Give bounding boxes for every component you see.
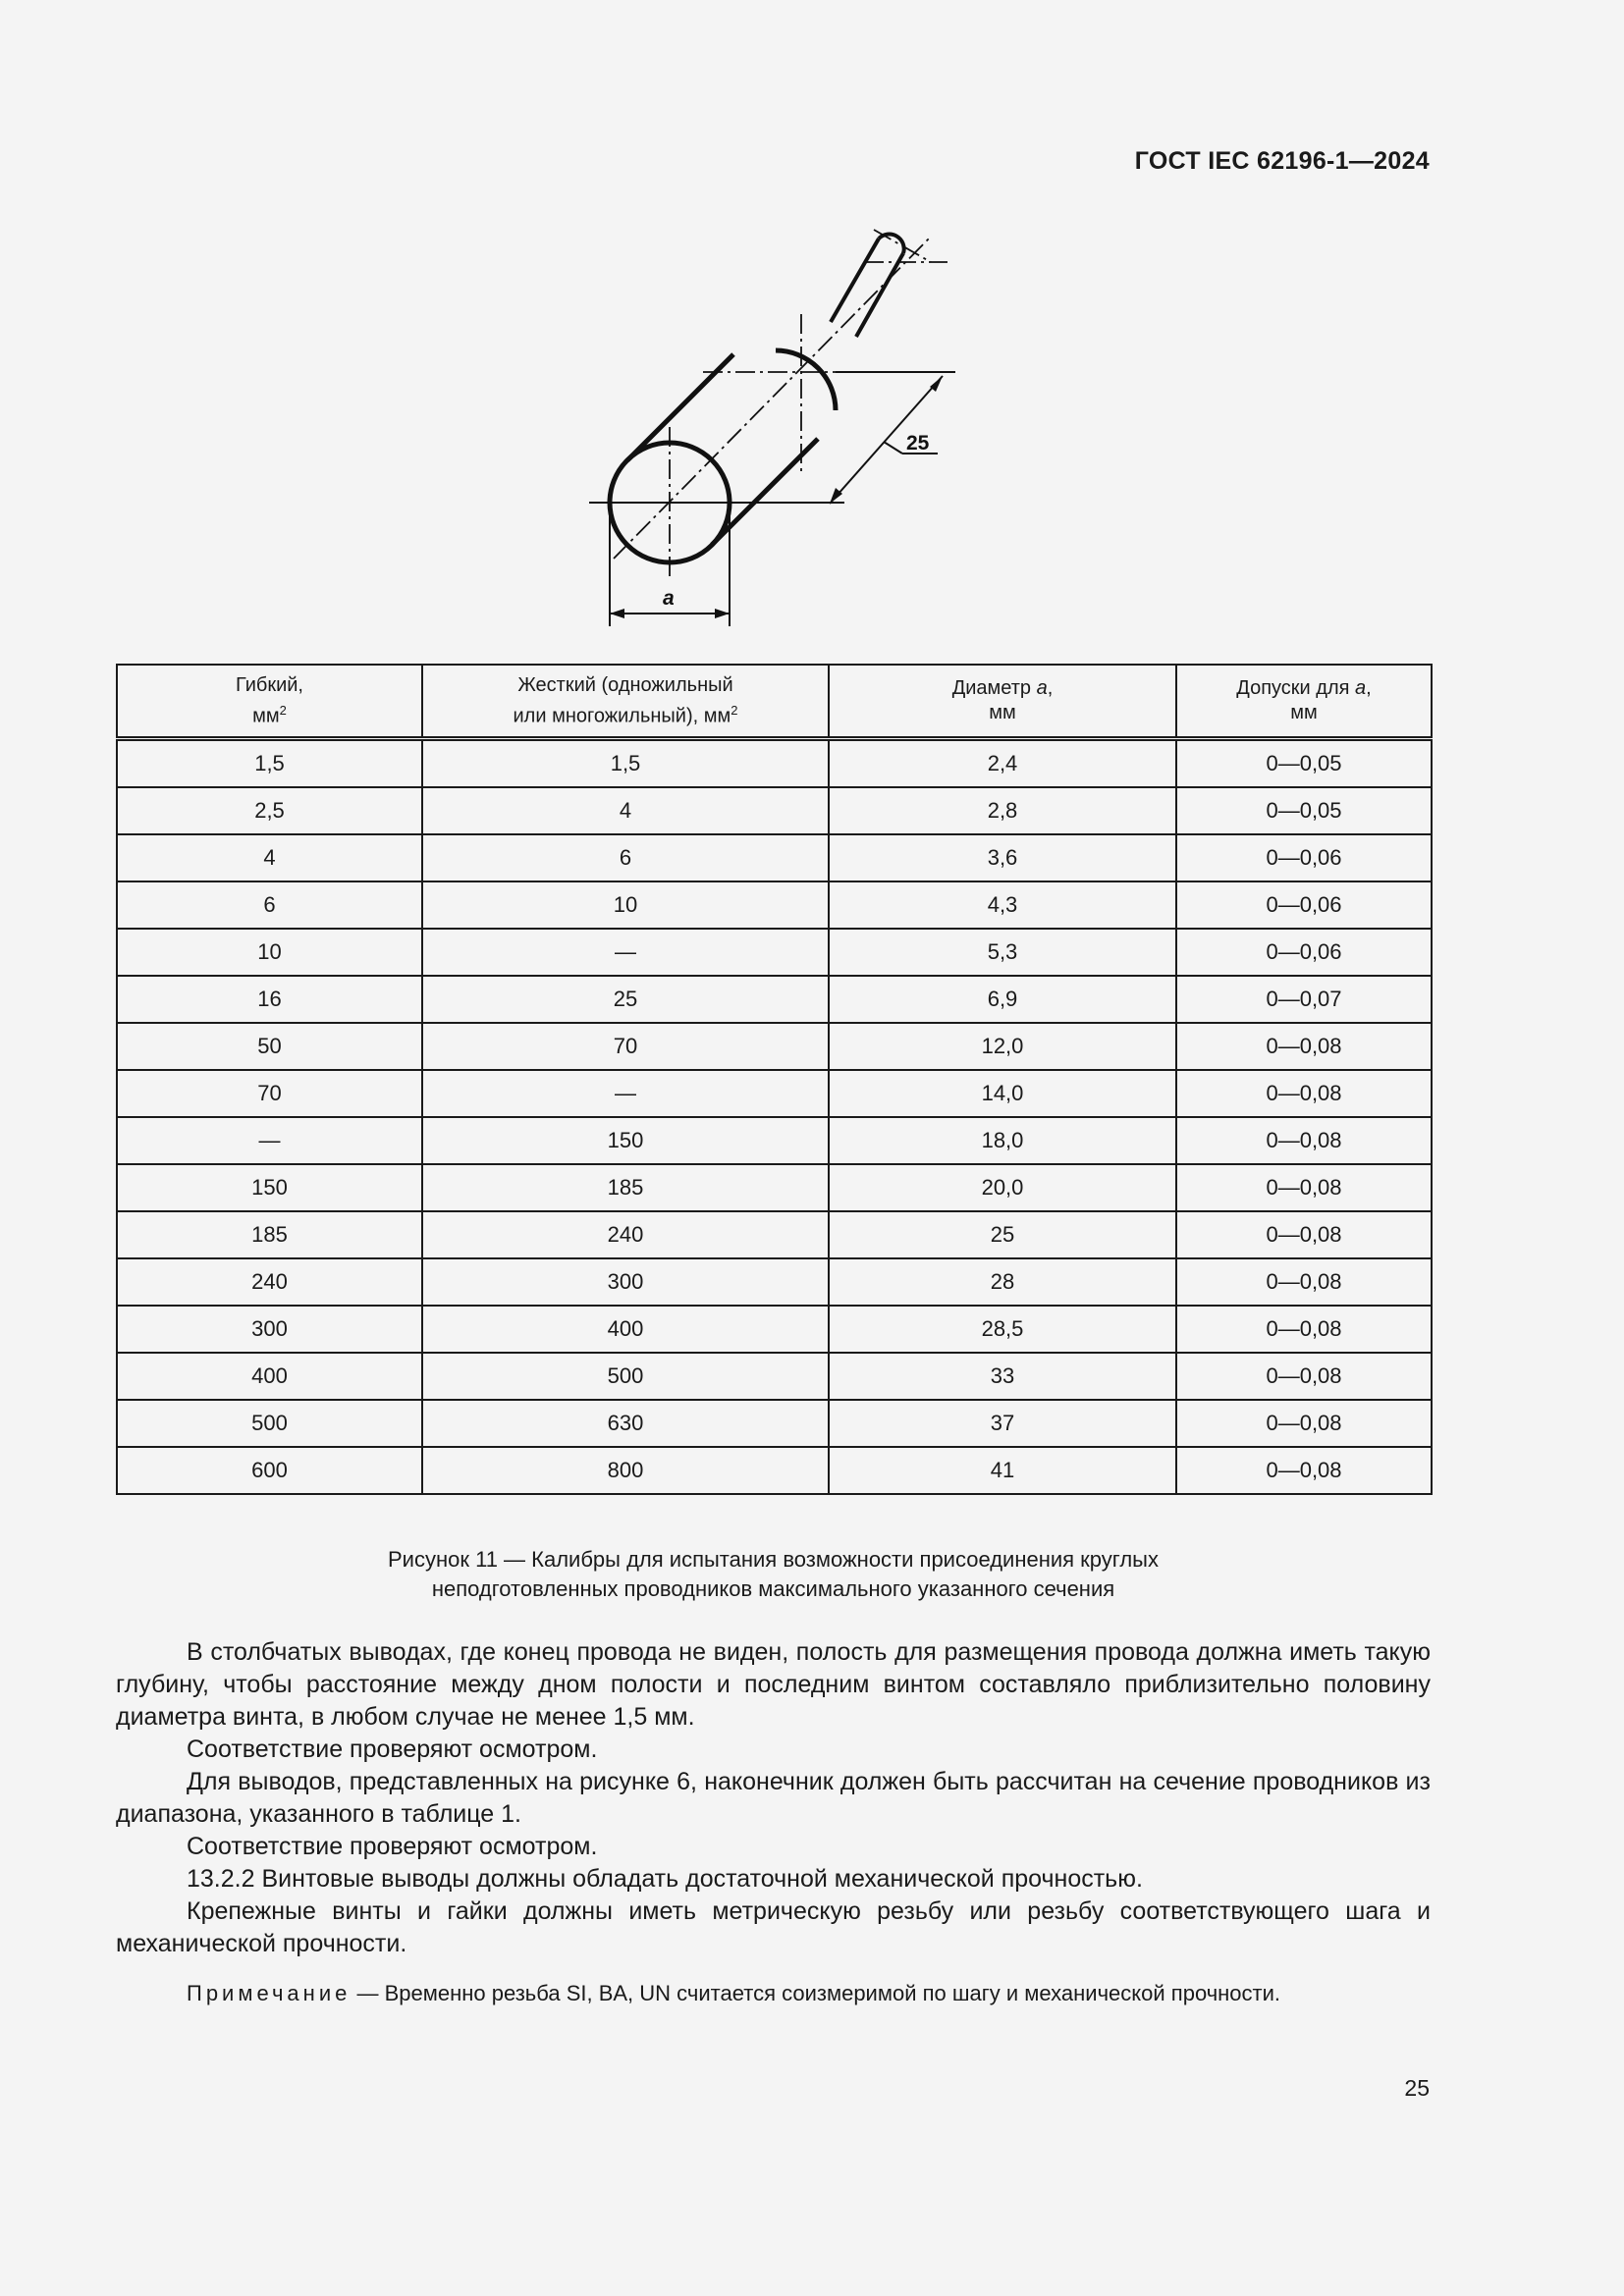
table-cell: 0—0,05 — [1176, 739, 1432, 788]
table-cell: 600 — [117, 1447, 422, 1494]
gauge-table — [116, 664, 1433, 1495]
table-cell: 185 — [117, 1211, 422, 1258]
table-header-row — [117, 665, 1432, 739]
table-cell: 2,5 — [117, 787, 422, 834]
paragraph: В столбчатых выводах, где конец провода не виден, полость для размещения провода должна иметь такую глубину, чтобы расстояние между дном полости и последним винтом составляло приблизительно половину диаметра винта, в любом случае не менее 1,5 мм. — [116, 1638, 1431, 1731]
table-cell: 10 — [422, 881, 829, 929]
gauge-shaft-tip — [879, 235, 904, 253]
table-cell: 0—0,08 — [1176, 1400, 1432, 1447]
table-cell: 0—0,08 — [1176, 1306, 1432, 1353]
table-cell: — — [117, 1117, 422, 1164]
table-cell: 0—0,06 — [1176, 881, 1432, 929]
header-diameter: Диаметр a, мм — [829, 665, 1176, 739]
table-row — [117, 787, 1432, 834]
table-cell: 2,8 — [829, 787, 1176, 834]
table-cell: 4,3 — [829, 881, 1176, 929]
table-cell: 14,0 — [829, 1070, 1176, 1117]
gauge-figure — [579, 226, 972, 628]
table-cell: 150 — [422, 1117, 829, 1164]
paragraph: 13.2.2 Винтовые выводы должны обладать достаточной механической прочностью. — [187, 1865, 1143, 1893]
paragraph: Крепежные винты и гайки должны иметь метрическую резьбу или резьбу соответствующего шага и механической прочности. — [116, 1897, 1431, 1957]
table-cell: 6 — [422, 834, 829, 881]
note-text: — Временно резьба SI, BA, UN считается соизмеримой по шагу и механической прочности. — [351, 1981, 1281, 2005]
table-body — [117, 739, 1432, 1495]
table-cell: 240 — [422, 1211, 829, 1258]
table-cell: 6,9 — [829, 976, 1176, 1023]
header-flexible: Гибкий, $мм^2$ — [117, 665, 422, 739]
table-row — [117, 1023, 1432, 1070]
table-row — [117, 1306, 1432, 1353]
table-cell: 70 — [422, 1023, 829, 1070]
table-cell: 4 — [117, 834, 422, 881]
table-cell: 150 — [117, 1164, 422, 1211]
table-row — [117, 1164, 1432, 1211]
caption-line: неподготовленных проводников максимального указанного сечения — [431, 1576, 1115, 1601]
table-cell: 0—0,05 — [1176, 787, 1432, 834]
table-row — [117, 1070, 1432, 1117]
table-cell: 630 — [422, 1400, 829, 1447]
table-row — [117, 1447, 1432, 1494]
gauge-drawing — [579, 226, 972, 628]
table-row — [117, 1258, 1432, 1306]
table-cell: 0—0,08 — [1176, 1070, 1432, 1117]
table-cell: 0—0,06 — [1176, 834, 1432, 881]
table-cell: 25 — [422, 976, 829, 1023]
table-cell: 6 — [117, 881, 422, 929]
table-cell: 0—0,08 — [1176, 1447, 1432, 1494]
table-cell: 0—0,07 — [1176, 976, 1432, 1023]
table-row — [117, 1400, 1432, 1447]
table-cell: 0—0,08 — [1176, 1117, 1432, 1164]
caption-line: Рисунок 11 — Калибры для испытания возможности присоединения круглых — [388, 1547, 1159, 1572]
dimension-diameter-label: a — [663, 587, 675, 610]
page-number: 25 — [1404, 2075, 1430, 2101]
table-cell: 20,0 — [829, 1164, 1176, 1211]
table-cell: 3,6 — [829, 834, 1176, 881]
note-label: Примечание — [187, 1981, 352, 2005]
table-cell: 28 — [829, 1258, 1176, 1306]
note — [116, 1979, 1431, 2008]
table-row — [117, 834, 1432, 881]
table-row — [117, 976, 1432, 1023]
body-text — [116, 1636, 1431, 1960]
table-cell: 500 — [117, 1400, 422, 1447]
table-cell: 50 — [117, 1023, 422, 1070]
table-cell: 300 — [422, 1258, 829, 1306]
table-cell: 0—0,08 — [1176, 1258, 1432, 1306]
table-cell: 33 — [829, 1353, 1176, 1400]
table-cell: 16 — [117, 976, 422, 1023]
table-cell: 800 — [422, 1447, 829, 1494]
table-cell: 300 — [117, 1306, 422, 1353]
table-cell: 12,0 — [829, 1023, 1176, 1070]
gauge-back-face — [776, 350, 836, 410]
paragraph: Соответствие проверяют осмотром. — [187, 1735, 598, 1763]
paragraph: Для выводов, представленных на рисунке 6, наконечник должен быть рассчитан на сечение проводников из диапазона, указанного в таблице 1. — [116, 1768, 1431, 1828]
table-cell: — — [422, 929, 829, 976]
table-cell: 240 — [117, 1258, 422, 1306]
table-cell: 400 — [422, 1306, 829, 1353]
table-cell: 70 — [117, 1070, 422, 1117]
table-cell: 41 — [829, 1447, 1176, 1494]
table-cell: 0—0,08 — [1176, 1211, 1432, 1258]
table-cell: 1,5 — [117, 739, 422, 788]
header-rigid: Жесткий (одножильный или многожильный), $мм^2$ — [422, 665, 829, 739]
table-cell: 1,5 — [422, 739, 829, 788]
paragraph: Соответствие проверяют осмотром. — [187, 1833, 598, 1860]
table-cell: 37 — [829, 1400, 1176, 1447]
page-header: ГОСТ IEC 62196-1—2024 — [1134, 147, 1430, 175]
table-row — [117, 1117, 1432, 1164]
table-cell: 185 — [422, 1164, 829, 1211]
table-cell: 28,5 — [829, 1306, 1176, 1353]
header-tolerance: Допуски для a, мм — [1176, 665, 1432, 739]
table-row — [117, 1211, 1432, 1258]
table-row — [117, 739, 1432, 788]
figure-caption — [116, 1545, 1431, 1604]
table-row — [117, 881, 1432, 929]
table-cell: 25 — [829, 1211, 1176, 1258]
table-cell: 0—0,08 — [1176, 1353, 1432, 1400]
table-cell: 2,4 — [829, 739, 1176, 788]
table-cell: 0—0,08 — [1176, 1164, 1432, 1211]
table-cell: 4 — [422, 787, 829, 834]
table-cell: 10 — [117, 929, 422, 976]
dimension-length-label: 25 — [906, 432, 930, 454]
table-cell: — — [422, 1070, 829, 1117]
table-cell: 0—0,06 — [1176, 929, 1432, 976]
table-row — [117, 1353, 1432, 1400]
table-cell: 500 — [422, 1353, 829, 1400]
table-cell: 0—0,08 — [1176, 1023, 1432, 1070]
table-cell: 5,3 — [829, 929, 1176, 976]
table-row — [117, 929, 1432, 976]
table-cell: 18,0 — [829, 1117, 1176, 1164]
table-cell: 400 — [117, 1353, 422, 1400]
